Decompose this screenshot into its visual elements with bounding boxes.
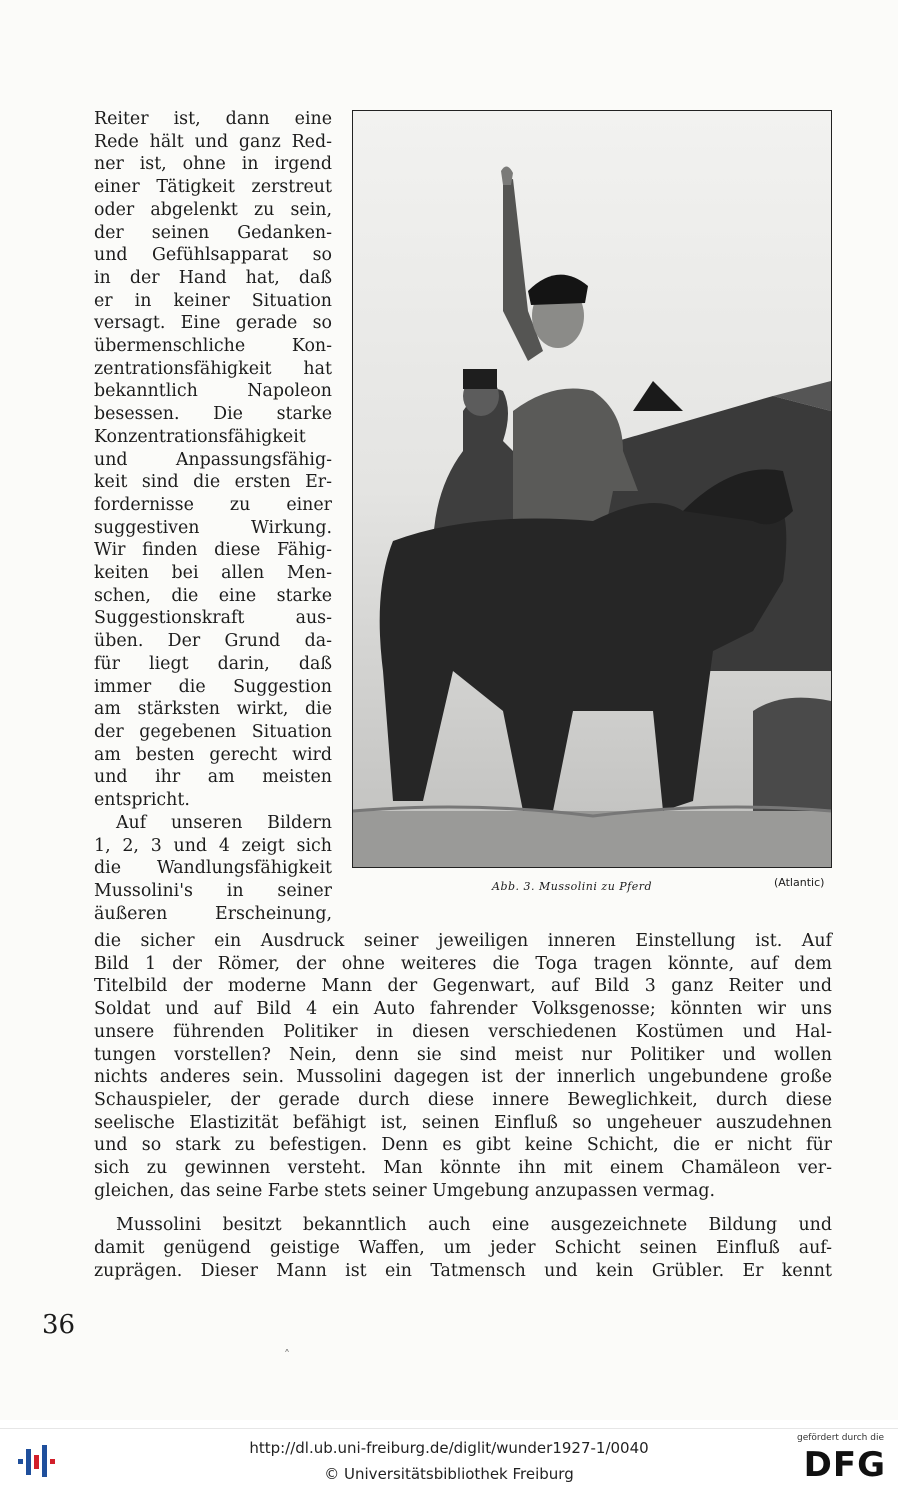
text-line: Wir finden diese Fähig-: [94, 540, 332, 561]
text-line: Rede hält und ganz Red-: [94, 131, 332, 152]
text-line: und Gefühlsapparat so: [94, 245, 332, 266]
text-line: Titelbild der moderne Mann der Gegenwart, auf Bild 3 ganz Reiter und: [94, 976, 832, 997]
text-line: unsere führenden Politiker in diesen verschiedenen Kostümen und Hal-: [94, 1021, 832, 1042]
text-line: und so stark zu befestigen. Denn es gibt keine Schicht, die er nicht für: [94, 1135, 832, 1156]
text-line: keit sind die ersten Er-: [94, 472, 332, 493]
text-line: er in keiner Situation: [94, 290, 332, 311]
text-line: Schauspieler, der gerade durch diese innere Beweglichkeit, durch diese: [94, 1089, 832, 1110]
text-line: üben. Der Grund da-: [94, 631, 332, 652]
text-line: zuprägen. Dieser Mann ist ein Tatmensch und kein Grübler. Er kennt: [94, 1260, 832, 1281]
text-line: die Wandlungsfähigkeit: [94, 858, 332, 879]
figure-caption: Abb. 3. Mussolini zu Pferd: [492, 880, 653, 893]
text-line: schen, die eine starke: [94, 585, 332, 606]
text-line: 1, 2, 3 und 4 zeigt sich: [94, 835, 332, 856]
text-line: am stärksten wirkt, die: [94, 699, 332, 720]
text-line: Reiter ist, dann eine: [94, 109, 332, 129]
text-line: Bild 1 der Römer, der ohne weiteres die Toga tragen könnte, auf dem: [94, 953, 832, 974]
text-line: und ihr am meisten: [94, 767, 332, 788]
dfg-logo[interactable]: DFG: [803, 1445, 886, 1485]
text-line: äußeren Erscheinung,: [94, 903, 332, 924]
text-line: damit genügend geistige Waffen, um jeder Schicht seinen Einfluß auf-: [94, 1238, 832, 1259]
text-line: zentrationsfähigkeit hat: [94, 358, 332, 379]
text-line: und Anpassungsfähig-: [94, 449, 332, 470]
text-line: am besten gerecht wird: [94, 744, 332, 765]
text-line: der seinen Gedanken-: [94, 222, 332, 243]
text-line: bekanntlich Napoleon: [94, 381, 332, 402]
text-line: der gegebenen Situation: [94, 721, 332, 742]
text-line: besessen. Die starke: [94, 404, 332, 425]
text-line: tungen vorstellen? Nein, denn sie sind meist nur Politiker und wollen: [94, 1044, 832, 1065]
wide-text-column: [94, 930, 832, 1283]
copyright-notice: © Universitätsbibliothek Freiburg: [324, 1465, 574, 1483]
text-line: die sicher ein Ausdruck seiner jeweiligen inneren Einstellung ist. Auf: [94, 931, 832, 951]
viewer-footer: [0, 1428, 898, 1493]
text-line: entspricht.: [94, 790, 190, 811]
text-line: ner ist, ohne in irgend: [94, 154, 332, 175]
text-line: Mussolini's in seiner: [94, 880, 332, 901]
document-url[interactable]: http://dl.ub.uni-freiburg.de/diglit/wunder1927-1/0040: [249, 1439, 649, 1457]
text-line: für liegt darin, daß: [94, 653, 332, 674]
text-line: suggestiven Wirkung.: [94, 517, 332, 538]
text-line: Suggestionskraft aus-: [94, 608, 332, 629]
text-line: fordernisse zu einer: [94, 494, 332, 515]
figure-photo: [352, 110, 832, 868]
text-line: sich zu gewinnen versteht. Man könnte ihn mit einem Chamäleon ver-: [94, 1158, 832, 1179]
text-line: immer die Suggestion: [94, 676, 332, 697]
narrow-text-column: [94, 108, 332, 925]
text-line: oder abgelenkt zu sein,: [94, 199, 332, 220]
text-line: Soldat und auf Bild 4 ein Auto fahrender Volksgenosse; könnten wir uns: [94, 999, 832, 1020]
text-line: einer Tätigkeit zerstreut: [94, 177, 332, 198]
page-number: 36: [42, 1310, 76, 1340]
text-line: keiten bei allen Men-: [94, 563, 332, 584]
photo-mussolini-on-horse: [353, 111, 831, 867]
text-line: gleichen, das seine Farbe stets seiner Umgebung anzupassen vermag.: [94, 1180, 716, 1201]
stray-mark: ˄: [284, 1348, 290, 1362]
text-line: Auf unseren Bildern: [116, 812, 332, 833]
text-line: in der Hand hat, daß: [94, 267, 332, 288]
dfg-funding-note: gefördert durch die: [797, 1433, 884, 1443]
text-line: Mussolini besitzt bekanntlich auch eine ausgezeichnete Bildung und: [116, 1215, 832, 1236]
text-line: versagt. Eine gerade so: [94, 313, 332, 334]
photo-credit: (Atlantic): [774, 876, 825, 889]
text-line: übermenschliche Kon-: [94, 336, 332, 357]
text-line: nichts anderes sein. Mussolini dagegen ist der innerlich ungebundene große: [94, 1067, 832, 1088]
paragraph-gap: [94, 1202, 832, 1214]
text-line: Konzentrationsfähigkeit: [94, 426, 306, 447]
text-line: seelische Elastizität befähigt ist, seinen Einfluß so ungeheuer auszudehnen: [94, 1112, 832, 1133]
